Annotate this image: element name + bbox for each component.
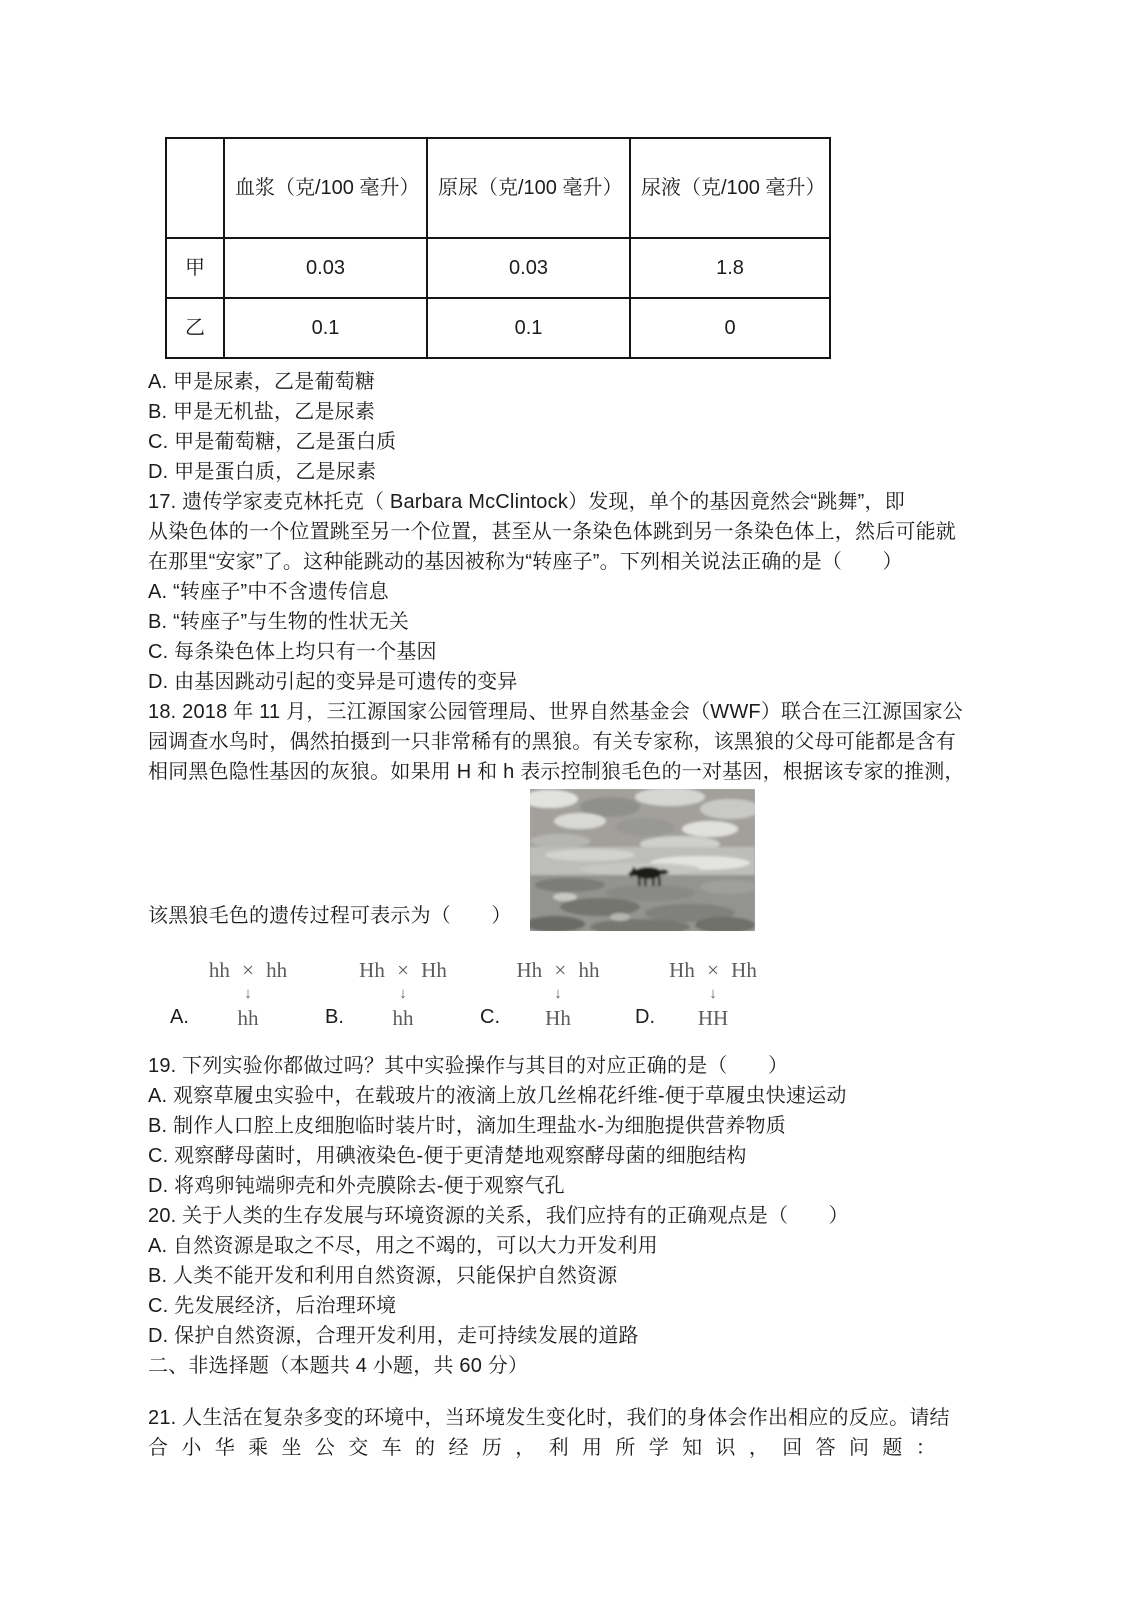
q19-option-a: A. 观察草履虫实验中，在载玻片的液滴上放几丝棉花纤维-便于草履虫快速运动	[148, 1085, 847, 1107]
q18-option-d	[635, 957, 761, 1031]
option-letter: C.	[480, 1006, 500, 1028]
table-row	[166, 238, 830, 298]
q16-option-b: B. 甲是无机盐，乙是尿素	[148, 401, 376, 423]
table-header-urine: 尿液（克/100 毫升）	[630, 138, 830, 238]
q19-option-d: D. 将鸡卵钝端卵壳和外壳膜除去-便于观察气孔	[148, 1175, 565, 1197]
q19-option-b: B. 制作人口腔上皮细胞临时装片时，滴加生理盐水-为细胞提供营养物质	[148, 1115, 786, 1137]
cross-parents: Hh × Hh	[669, 958, 757, 982]
cell-value: 1.8	[630, 238, 830, 298]
cell-value: 0.03	[427, 238, 630, 298]
q16-option-c: C. 甲是葡萄糖，乙是蛋白质	[148, 431, 397, 453]
cross-offspring: HH	[697, 1006, 729, 1030]
q18-stem-line-3: 相同黑色隐性基因的灰狼。如果用 H 和 h 表示控制狼毛色的一对基因，根据该专家的推测，	[148, 761, 965, 783]
q19-option-c: C. 观察酵母菌时，用碘液染色-便于更清楚地观察酵母菌的细胞结构	[148, 1145, 747, 1167]
cell-value: 0.03	[224, 238, 427, 298]
cross-diagram	[510, 957, 606, 1031]
section-2-header: 二、非选择题（本题共 4 小题，共 60 分）	[148, 1355, 529, 1377]
cross-offspring: Hh	[545, 1006, 571, 1030]
kidney-fluid-table	[165, 137, 831, 359]
q21-stem-line-2: 合小华乘坐公交车的经历，利用所学知识，回答问题：	[148, 1437, 936, 1459]
cross-offspring: hh	[237, 1006, 259, 1030]
q18-option-c	[480, 957, 635, 1031]
table-header-plasma: 血浆（克/100 毫升）	[224, 138, 427, 238]
q20-stem: 20. 关于人类的生存发展与环境资源的关系，我们应持有的正确观点是（ ）	[148, 1205, 849, 1227]
q18-stem-line-1: 18. 2018 年 11 月，三江源国家公园管理局、世界自然基金会（WWF）联合在三江源国家公	[148, 701, 963, 723]
table-header-row	[166, 138, 830, 238]
q21-stem-line-1: 21. 人生活在复杂多变的环境中，当环境发生变化时，我们的身体会作出相应的反应。请结	[148, 1407, 950, 1429]
down-arrow-icon: ↓	[244, 985, 252, 1002]
option-letter: A.	[170, 1006, 189, 1028]
q18-figure-row	[148, 789, 983, 931]
cross-parents: Hh × hh	[516, 958, 600, 982]
table-row	[166, 298, 830, 358]
option-letter: D.	[635, 1006, 655, 1028]
cross-offspring: hh	[392, 1006, 414, 1030]
cell-value: 0	[630, 298, 830, 358]
q17-stem-line-2: 从染色体的一个位置跳至另一个位置，甚至从一条染色体跳到另一条染色体上，然后可能就	[148, 521, 956, 543]
table-header-empty	[166, 138, 224, 238]
q16-option-a: A. 甲是尿素，乙是葡萄糖	[148, 371, 376, 393]
q17-stem-line-1: 17. 遗传学家麦克林托克（ Barbara McClintock）发现，单个的基因竟然会“跳舞”，即	[148, 491, 905, 513]
cross-diagram	[355, 957, 451, 1031]
option-letter: B.	[325, 1006, 344, 1028]
down-arrow-icon: ↓	[399, 985, 407, 1002]
cross-diagram	[665, 957, 761, 1031]
cross-diagram	[200, 957, 296, 1031]
q18-caption: 该黑狼毛色的遗传过程可表示为（ ）	[148, 905, 512, 927]
q18-stem-line-2: 园调查水鸟时，偶然拍摄到一只非常稀有的黑狼。有关专家称，该黑狼的父母可能都是含有	[148, 731, 956, 753]
q20-option-a: A. 自然资源是取之不尽，用之不竭的，可以大力开发利用	[148, 1235, 658, 1257]
down-arrow-icon: ↓	[554, 985, 562, 1002]
black-wolf-photo	[530, 789, 755, 931]
cross-parents: hh × hh	[208, 958, 288, 982]
q17-option-d: D. 由基因跳动引起的变异是可遗传的变异	[148, 671, 518, 693]
cross-parents: Hh × Hh	[359, 958, 447, 982]
cell-value: 0.1	[224, 298, 427, 358]
q17-option-a: A. “转座子”中不含遗传信息	[148, 581, 389, 603]
q18-option-b	[325, 957, 480, 1031]
q17-option-b: B. “转座子”与生物的性状无关	[148, 611, 409, 633]
q18-cross-options	[148, 957, 983, 1031]
q19-stem: 19. 下列实验你都做过吗？其中实验操作与其目的对应正确的是（ ）	[148, 1055, 789, 1077]
q18-option-a	[170, 957, 325, 1031]
q20-option-c: C. 先发展经济，后治理环境	[148, 1295, 397, 1317]
q20-option-b: B. 人类不能开发和利用自然资源，只能保护自然资源	[148, 1265, 618, 1287]
q17-option-c: C. 每条染色体上均只有一个基因	[148, 641, 437, 663]
row-label: 甲	[166, 238, 224, 298]
cell-value: 0.1	[427, 298, 630, 358]
row-label: 乙	[166, 298, 224, 358]
q17-stem-line-3: 在那里“安家”了。这种能跳动的基因被称为“转座子”。下列相关说法正确的是（ ）	[148, 551, 903, 573]
table-header-primary-urine: 原尿（克/100 毫升）	[427, 138, 630, 238]
down-arrow-icon: ↓	[709, 985, 717, 1002]
q16-option-d: D. 甲是蛋白质，乙是尿素	[148, 461, 377, 483]
wolf-photo-graphic	[530, 789, 755, 931]
q20-option-d: D. 保护自然资源，合理开发利用，走可持续发展的道路	[148, 1325, 639, 1347]
